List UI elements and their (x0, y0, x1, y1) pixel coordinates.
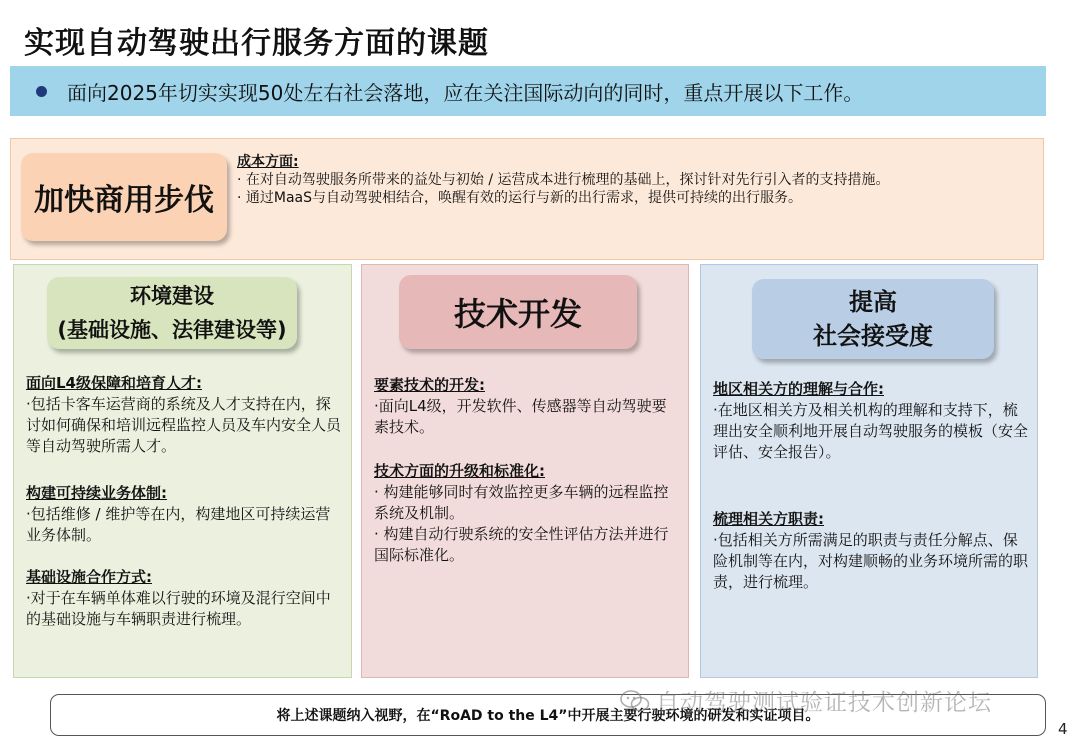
environment-subtitle: (基础设施、法律建设等) (57, 318, 287, 342)
technology-column (361, 264, 689, 678)
section-heading: 地区相关方的理解与合作: (713, 380, 884, 398)
env-section-business (26, 483, 343, 546)
cost-line: · 在对自动驾驶服务所带来的益处与初始 / 运营成本进行梳理的基础上，探讨针对先行引入者的支持措施。 (237, 172, 890, 188)
section-body: ·包括维修 / 维护等在内，构建地区可持续运营业务体制。 (26, 505, 331, 544)
soc-section-roles (713, 509, 1029, 593)
soc-section-regional (713, 379, 1029, 463)
bullet-icon (36, 86, 47, 97)
wechat-icon (620, 689, 650, 713)
accelerate-label (21, 153, 227, 241)
section-heading: 技术方面的升级和标准化: (374, 462, 545, 480)
accelerate-commercialization-panel (10, 138, 1044, 260)
environment-title: 环境建设 (130, 284, 214, 308)
env-section-infrastructure (26, 567, 343, 630)
section-body: ·包括卡客车运营商的系统及人才支持在内，探讨如何确保和培训远程监控人员及车内安全人员等自动驾驶所需人才。 (26, 395, 342, 455)
accelerate-label-text: 加快商用步伐 (34, 183, 214, 218)
technology-label (399, 275, 637, 349)
social-title-line1: 提高 (849, 288, 897, 316)
page-title: 实现自动驾驶出行服务方面的课题 (24, 26, 489, 61)
cost-line: · 通过MaaS与自动驾驶相结合，唤醒有效的运行与新的出行需求，提供可持续的出行服务。 (237, 190, 803, 206)
section-body: · 构建能够同时有效监控更多车辆的远程监控系统及机制。 · 构建自动行驶系统的安全性评估方法并进行国际标准化。 (374, 483, 669, 564)
social-title-line2: 社会接受度 (813, 322, 933, 350)
summary-banner (10, 66, 1046, 116)
page-number: 4 (1058, 720, 1068, 738)
social-acceptance-column (700, 264, 1038, 678)
section-heading: 梳理相关方职责: (713, 510, 824, 528)
social-acceptance-label (752, 279, 994, 359)
section-heading: 面向L4级保障和培育人才: (26, 374, 202, 392)
section-body: ·对于在车辆单体难以行驶的环境及混行空间中的基础设施与车辆职责进行梳理。 (26, 589, 331, 628)
section-heading: 基础设施合作方式: (26, 568, 152, 586)
section-heading: 要素技术的开发: (374, 376, 485, 394)
cost-section (237, 151, 1037, 207)
tech-section-standardization (374, 461, 680, 566)
summary-text: 面向2025年切实实现50处左右社会落地，应在关注国际动向的同时，重点开展以下工作。 (67, 80, 864, 105)
section-body: ·在地区相关方及相关机构的理解和支持下，梳理出安全顺利地开展自动驾驶服务的模板（安全评估、安全报告）。 (713, 401, 1029, 461)
tech-section-elements (374, 375, 680, 438)
watermark-text: 自动驾驶测试验证技术创新论坛 (656, 690, 992, 716)
cost-heading: 成本方面: (237, 154, 299, 170)
env-section-talent (26, 373, 343, 457)
section-body: ·面向L4级，开发软件、传感器等自动驾驶要素技术。 (374, 397, 667, 436)
section-body: ·包括相关方所需满足的职责与责任分解点、保险机制等在内，对构建顺畅的业务环境所需的职责，进行梳理。 (713, 531, 1029, 591)
environment-column (13, 264, 352, 678)
technology-title: 技术开发 (453, 295, 582, 333)
section-heading: 构建可持续业务体制: (26, 484, 167, 502)
environment-label (47, 277, 297, 349)
footer-text: 将上述课题纳入视野，在“RoAD to the L4”中开展主要行驶环境的研发和实证项目。 (276, 708, 820, 724)
watermark (620, 684, 992, 717)
